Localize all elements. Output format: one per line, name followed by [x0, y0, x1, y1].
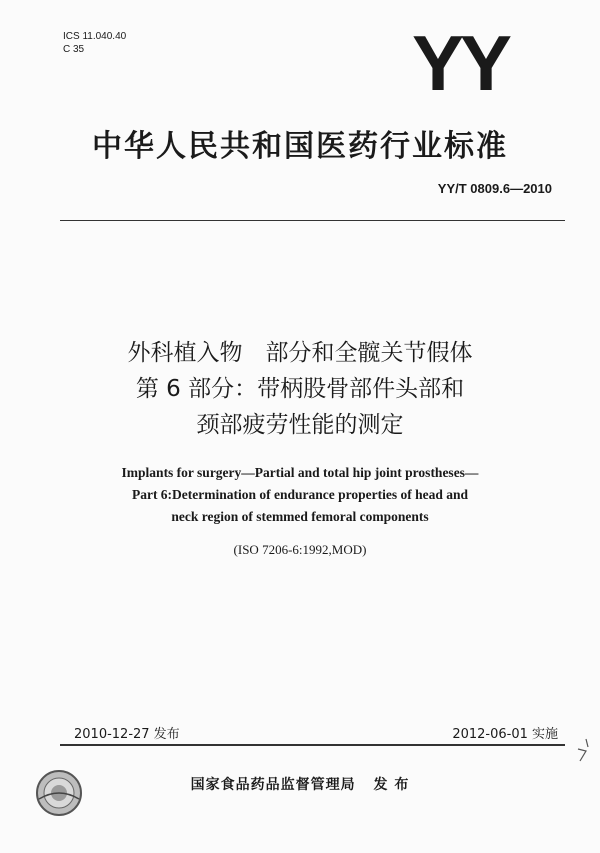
title-cn-line: 第 6 部分：带柄股骨部件头部和 — [135, 376, 465, 402]
document-title-cn — [0, 335, 600, 443]
standard-type-title: 中华人民共和国医药行业标准 — [92, 129, 508, 164]
publish-date: 2010-12-27 发布 — [74, 727, 180, 742]
standard-code: YY/T 0809.6—2010 — [437, 181, 552, 196]
document-title-en — [0, 462, 600, 528]
iso-reference: (ISO 7206-6:1992,MOD) — [233, 542, 367, 557]
ics-block — [63, 30, 126, 56]
title-en-line: neck region of stemmed femoral components — [171, 509, 429, 524]
top-divider — [60, 220, 565, 221]
ics-number: ICS 11.040.40 — [63, 31, 127, 42]
issuer-action: 发 布 — [373, 777, 410, 793]
bottom-divider — [60, 744, 565, 746]
title-en-line: Part 6:Determination of endurance properties of head and — [131, 487, 469, 502]
title-cn-line: 颈部疲劳性能的测定 — [196, 412, 404, 438]
implement-date: 2012-06-01 实施 — [452, 727, 558, 742]
title-cn-line: 外科植入物 部分和全髋关节假体 — [127, 340, 473, 366]
issuer-name: 国家食品药品监督管理局 — [190, 777, 356, 793]
classification-code: C 35 — [63, 44, 85, 55]
issuer-line — [0, 774, 600, 794]
title-en-line: Implants for surgery—Partial and total hip joint prostheses— — [121, 465, 479, 480]
scan-mark-icon — [574, 737, 592, 763]
yy-logo: YY — [412, 19, 509, 107]
